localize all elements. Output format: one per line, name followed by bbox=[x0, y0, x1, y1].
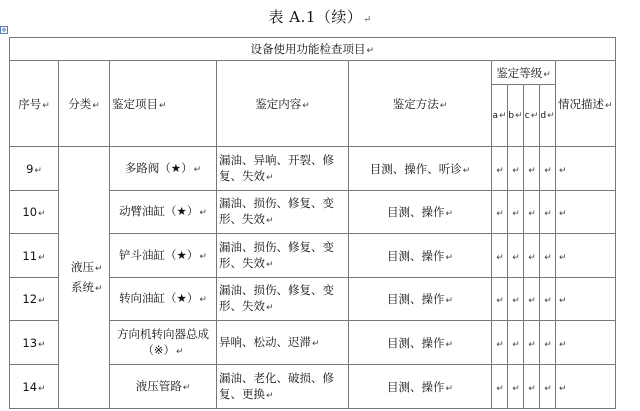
grade-c-cell: ↵ bbox=[524, 321, 540, 365]
seq-cell: 11↵ bbox=[10, 234, 59, 278]
grade-a-cell: ↵ bbox=[492, 191, 508, 234]
grade-c-cell: ↵ bbox=[524, 147, 540, 191]
item-cell: 液压管路↵ bbox=[110, 365, 217, 409]
table-anchor-icon[interactable]: ✥ bbox=[1, 27, 7, 34]
header-seq: 序号↵ bbox=[10, 61, 59, 147]
grade-b-cell: ↵ bbox=[508, 321, 524, 365]
grade-d-cell: ↵ bbox=[540, 191, 556, 234]
seq-cell: 13↵ bbox=[10, 321, 59, 365]
header-desc: 情况描述↵ bbox=[556, 61, 616, 147]
content-cell: 漏油、老化、破损、修复、更换↵ bbox=[217, 365, 349, 409]
content-cell: 漏油、损伤、修复、变形、失效↵ bbox=[217, 191, 349, 234]
grade-b-cell: ↵ bbox=[508, 365, 524, 409]
grade-d-cell: ↵ bbox=[540, 234, 556, 278]
grade-d-cell: ↵ bbox=[540, 147, 556, 191]
method-cell: 目测、操作↵ bbox=[349, 191, 492, 234]
grade-b-cell: ↵ bbox=[508, 191, 524, 234]
grade-a-cell: ↵ bbox=[492, 234, 508, 278]
desc-cell: ↵ bbox=[556, 147, 616, 191]
category-line-2: 系统↵ bbox=[71, 279, 103, 294]
seq-cell: 9↵ bbox=[10, 147, 59, 191]
category-line-1: 液压↵ bbox=[71, 259, 103, 274]
method-cell: 目测、操作↵ bbox=[349, 234, 492, 278]
banner-cell: 设备使用功能检查项目↵ bbox=[10, 38, 616, 61]
grade-d: d↵ bbox=[540, 85, 556, 147]
seq-cell: 12↵ bbox=[10, 278, 59, 321]
item-cell: 转向油缸（★）↵ bbox=[110, 278, 217, 321]
inspection-table bbox=[9, 37, 616, 409]
category-cell bbox=[59, 147, 110, 409]
grade-b-cell: ↵ bbox=[508, 278, 524, 321]
content-cell: 漏油、损伤、修复、变形、失效↵ bbox=[217, 278, 349, 321]
grade-b: b↵ bbox=[508, 85, 524, 147]
desc-cell: ↵ bbox=[556, 365, 616, 409]
method-cell: 目测、操作↵ bbox=[349, 365, 492, 409]
page-title: 表 A.1（续）↵ bbox=[268, 8, 372, 26]
grade-a-cell: ↵ bbox=[492, 365, 508, 409]
header-method: 鉴定方法↵ bbox=[349, 61, 492, 147]
seq-cell: 10↵ bbox=[10, 191, 59, 234]
content-cell: 漏油、异响、开裂、修复、失效↵ bbox=[217, 147, 349, 191]
grade-b-cell: ↵ bbox=[508, 147, 524, 191]
grade-d-cell: ↵ bbox=[540, 278, 556, 321]
content-cell: 漏油、损伤、修复、变形、失效↵ bbox=[217, 234, 349, 278]
item-cell: 动臂油缸（★）↵ bbox=[110, 191, 217, 234]
grade-a-cell: ↵ bbox=[492, 147, 508, 191]
header-content: 鉴定内容↵ bbox=[217, 61, 349, 147]
header-row bbox=[10, 61, 616, 85]
content-cell: 异响、松动、迟滞↵ bbox=[217, 321, 349, 365]
item-cell: 多路阀（★）↵ bbox=[110, 147, 217, 191]
grade-a-cell: ↵ bbox=[492, 321, 508, 365]
desc-cell: ↵ bbox=[556, 234, 616, 278]
desc-cell: ↵ bbox=[556, 278, 616, 321]
grade-c: c↵ bbox=[524, 85, 540, 147]
grade-d-cell: ↵ bbox=[540, 321, 556, 365]
grade-c-cell: ↵ bbox=[524, 191, 540, 234]
header-item: 鉴定项目↵ bbox=[110, 61, 217, 147]
method-cell: 目测、操作↵ bbox=[349, 278, 492, 321]
grade-c-cell: ↵ bbox=[524, 278, 540, 321]
desc-cell: ↵ bbox=[556, 321, 616, 365]
item-cell: 铲斗油缸（★）↵ bbox=[110, 234, 217, 278]
grade-b-cell: ↵ bbox=[508, 234, 524, 278]
header-category: 分类↵ bbox=[59, 61, 110, 147]
table-row bbox=[10, 147, 616, 191]
grade-a: a↵ bbox=[492, 85, 508, 147]
item-cell: 方向机转向器总成（※）↵ bbox=[110, 321, 217, 365]
banner-row bbox=[10, 38, 616, 61]
grade-c-cell: ↵ bbox=[524, 365, 540, 409]
desc-cell: ↵ bbox=[556, 191, 616, 234]
method-cell: 目测、操作↵ bbox=[349, 321, 492, 365]
grade-a-cell: ↵ bbox=[492, 278, 508, 321]
header-grade: 鉴定等级↵ bbox=[492, 61, 556, 85]
grade-c-cell: ↵ bbox=[524, 234, 540, 278]
seq-cell: 14↵ bbox=[10, 365, 59, 409]
method-cell: 目测、操作、听诊↵ bbox=[349, 147, 492, 191]
grade-d-cell: ↵ bbox=[540, 365, 556, 409]
